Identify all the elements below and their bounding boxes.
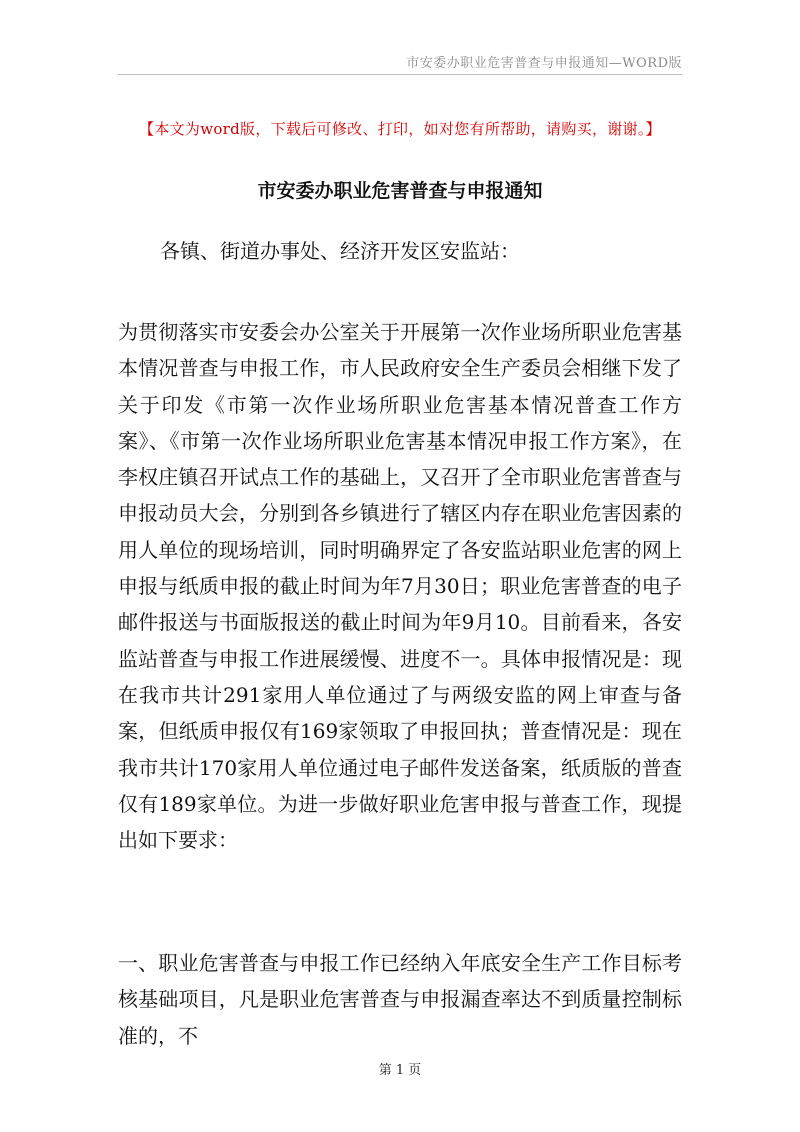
download-notice: 【本文为word版，下载后可修改、打印，如对您有所帮助，请购买，谢谢。】 — [139, 120, 661, 138]
page-number: 第 1 页 — [378, 1063, 422, 1078]
running-header: 市安委办职业危害普查与申报通知—WORD版 — [406, 56, 682, 71]
body-paragraph: 一、职业危害普查与申报工作已经纳入年底安全生产工作目标考核基础项目，凡是职业危害普查与申报漏查率达不到质量控制标准的，不 — [118, 951, 682, 1048]
salutation: 各镇、街道办事处、经济开发区安监站： — [160, 239, 520, 263]
header-divider — [118, 74, 682, 75]
page-title: 市安委办职业危害普查与申报通知 — [257, 180, 543, 202]
body-paragraph: 为贯彻落实市安委会办公室关于开展第一次作业场所职业危害基本情况普查与申报工作，市人民政府安全生产委员会相继下发了关于印发《市第一次作业场所职业危害基本情况普查工作方案》、《市第一次作业场所职业危害基本情况申报工作方案》，在李权庄镇召开试点工作的基础上，又召开了全市职业危害普查与申报动员大会，分别到各乡镇进行了辖区内存在职业危害因素的用人单位的现场培训，同时明确界定了各安监站职业危害的网上申报与纸质申报的截止时间为年7月30日；职业危害普查的电子邮件报送与书面版报送的截止时间为年9月10。目前看来，各安监站普查与申报工作进展缓慢、进度不一。具体申报情况是：现在我市共计291家用人单位通过了与两级安监的网上审查与备案，但纸质申报仅有169家领取了申报回执；普查情况是：现在我市共计170家用人单位通过电子邮件发送备案，纸质版的普查仅有189家单位。为进一步做好职业危害申报与普查工作，现提出如下要求： — [118, 320, 682, 853]
